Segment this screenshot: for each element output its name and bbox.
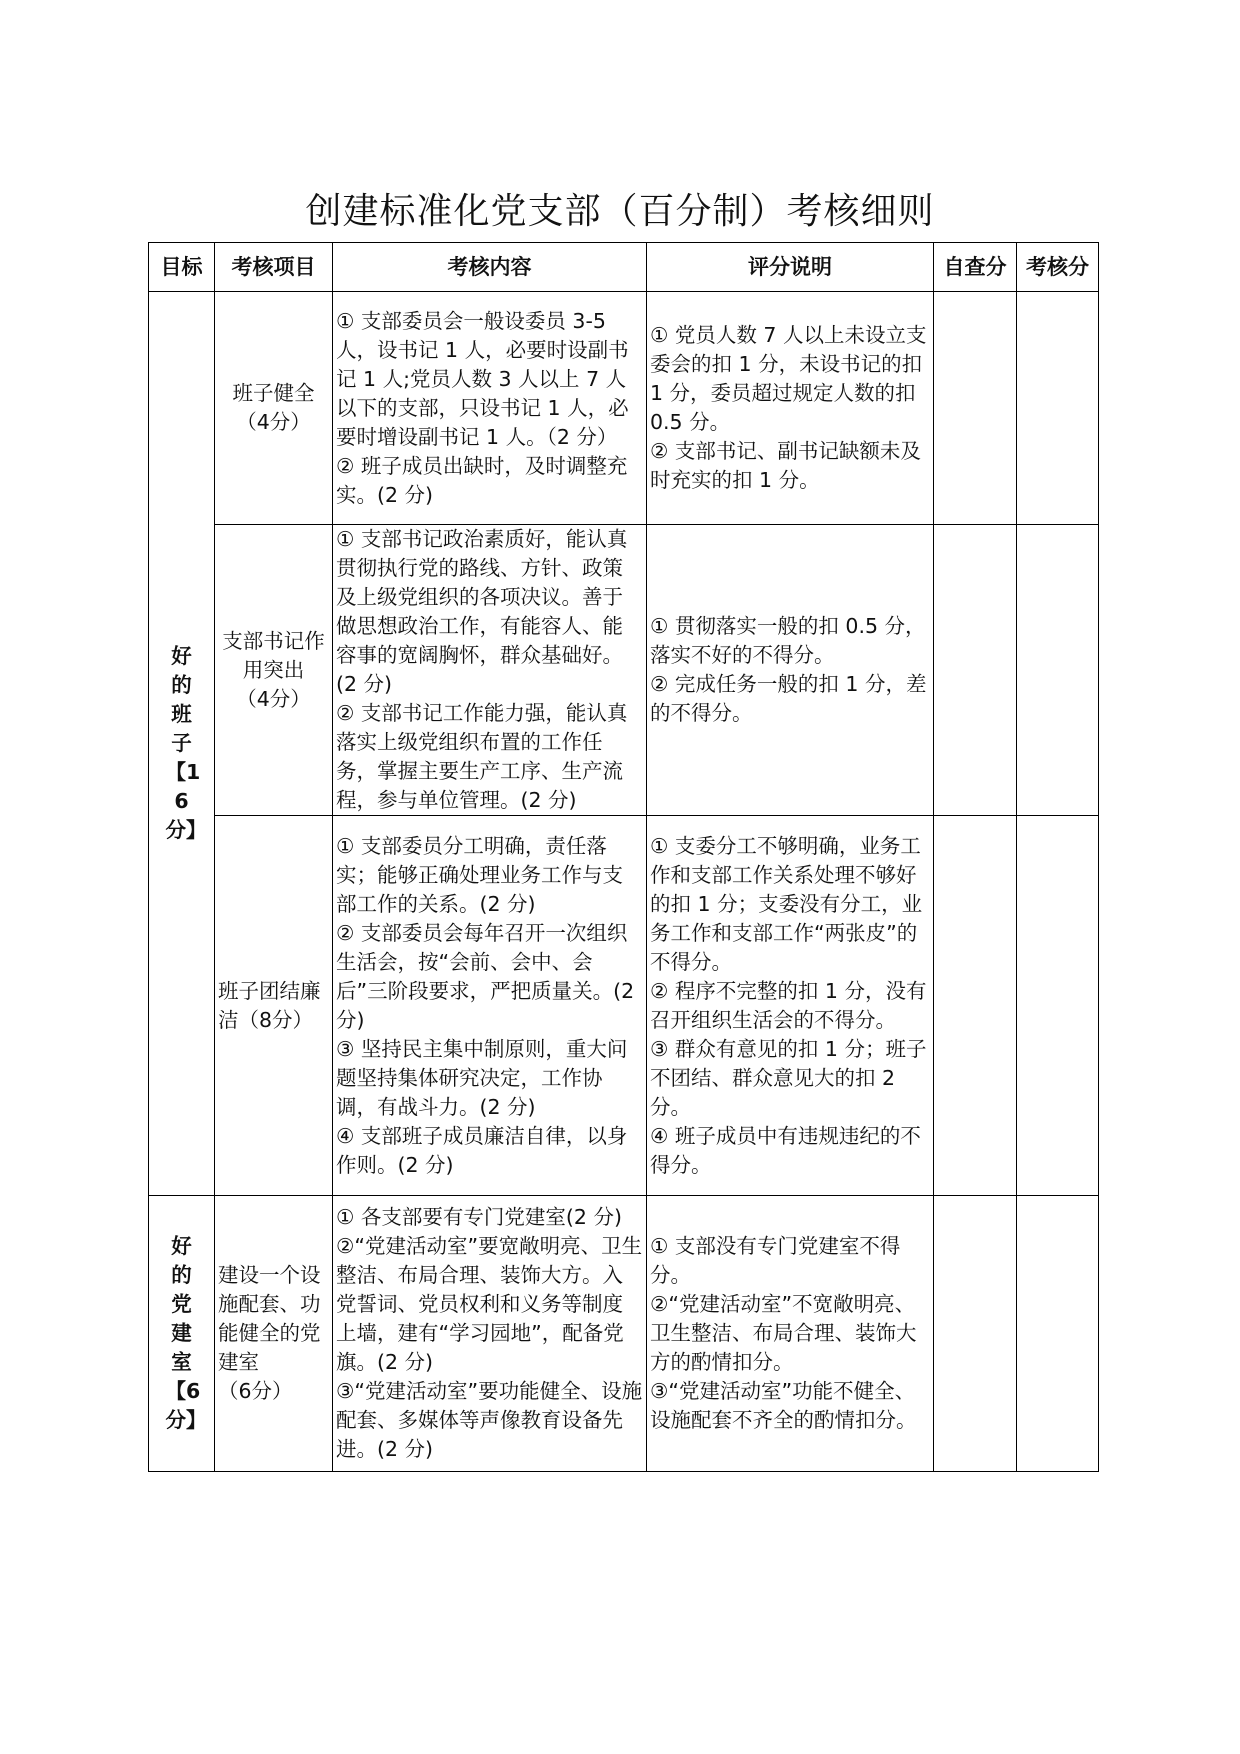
content-cell (333, 525, 647, 816)
item-cell (215, 1196, 333, 1472)
item-cell (215, 816, 333, 1196)
scoring-cell (647, 292, 934, 525)
header-scoring: 评分说明 (647, 243, 934, 292)
goal-label: 好的班子【16分】 (165, 644, 207, 842)
content-text: ① 支部委员会一般设委员 3-5 人，设书记 1 人，必要时设副书记 1 人;党员人数 3 人以上 7 人以下的支部，只设书记 1 人，必要时增设副书记 1 人。（2 分） ② 班子成员出缺时，及时调整充实。(2 分) (336, 308, 629, 507)
item-label: 支部书记作用突出 （4分） (222, 628, 325, 711)
scoring-text: ① 支部没有专门党建室不得分。 ②“党建活动室”不宽敞明亮、卫生整洁、布局合理、装饰大方的酌情扣分。 ③“党建活动室”功能不健全、设施配套不齐全的酌情扣分。 (650, 1234, 917, 1432)
scoring-cell (647, 1196, 934, 1472)
self-score-cell (934, 525, 1017, 816)
header-goal: 目标 (149, 243, 215, 292)
content-text: ① 支部书记政治素质好，能认真贯彻执行党的路线、方针、政策及上级党组织的各项决议。善于做思想政治工作，有能容人、能容事的宽阔胸怀，群众基础好。(2 分) ② 支部书记工作能力强，能认真落实上级党组织布置的工作任务，掌握主要生产工序、生产流程，参与单位管理。(2 分) (336, 527, 628, 812)
content-text: ① 各支部要有专门党建室(2 分) ②“党建活动室”要宽敞明亮、卫生整洁、布局合理、装饰大方。入党誓词、党员权利和义务等制度上墙，建有“学习园地”，配备党旗。(2 分) ③“党建活动室”要功能健全、设施配套、多媒体等声像教育设备先进。(2 分) (336, 1205, 643, 1461)
header-assessment-score: 考核分 (1017, 243, 1099, 292)
table-row (149, 525, 1099, 816)
scoring-text: ① 党员人数 7 人以上未设立支委会的扣 1 分，未设书记的扣 1 分，委员超过规定人数的扣 0.5 分。 ② 支部书记、副书记缺额未及时充实的扣 1 分。 (650, 323, 927, 492)
self-score-cell (934, 1196, 1017, 1472)
item-label: 建设一个设施配套、功能健全的党建室 （6分） (218, 1263, 321, 1403)
scoring-cell (647, 816, 934, 1196)
table-row (149, 816, 1099, 1196)
scoring-cell (647, 525, 934, 816)
table-row (149, 292, 1099, 525)
document-title: 创建标准化党支部（百分制）考核细则 (305, 191, 935, 232)
assessment-table (148, 242, 1099, 1472)
self-score-cell (934, 816, 1017, 1196)
item-label: 班子健全 （4分） (232, 381, 315, 434)
item-label: 班子团结廉洁（8分） (218, 978, 321, 1032)
scoring-text: ① 贯彻落实一般的扣 0.5 分，落实不好的不得分。 ② 完成任务一般的扣 1 分，差的不得分。 (650, 614, 927, 725)
content-cell (333, 816, 647, 1196)
goal-cell (149, 1196, 215, 1472)
item-cell (215, 525, 333, 816)
assessment-score-cell (1017, 525, 1099, 816)
header-content: 考核内容 (333, 243, 647, 292)
table-header-row (149, 243, 1099, 292)
assessment-score-cell (1017, 292, 1099, 525)
content-text: ① 支部委员分工明确，责任落实；能够正确处理业务工作与支部工作的关系。(2 分) ② 支部委员会每年召开一次组织生活会，按“会前、会中、会后”三阶段要求，严把质量关。(2 分) ③ 坚持民主集中制原则，重大问题坚持集体研究决定，工作协调，有战斗力。(2 分) ④ 支部班子成员廉洁自律，以身作则。(2 分) (336, 833, 635, 1177)
self-score-cell (934, 292, 1017, 525)
assessment-score-cell (1017, 816, 1099, 1196)
content-cell (333, 1196, 647, 1472)
goal-cell (149, 292, 215, 1196)
header-self-score: 自查分 (934, 243, 1017, 292)
item-cell (215, 292, 333, 525)
scoring-text: ① 支委分工不够明确，业务工作和支部工作关系处理不够好的扣 1 分；支委没有分工，业务工作和支部工作“两张皮”的不得分。 ② 程序不完整的扣 1 分，没有召开组织生活会的不得分。 ③ 群众有意见的扣 1 分；班子不团结、群众意见大的扣 2 分。 ④ 班子成员中有违规违纪的不得分。 (650, 833, 927, 1177)
goal-label: 好的党建室【6分】 (165, 1234, 207, 1432)
assessment-score-cell (1017, 1196, 1099, 1472)
header-item: 考核项目 (215, 243, 333, 292)
content-cell (333, 292, 647, 525)
table-row (149, 1196, 1099, 1472)
